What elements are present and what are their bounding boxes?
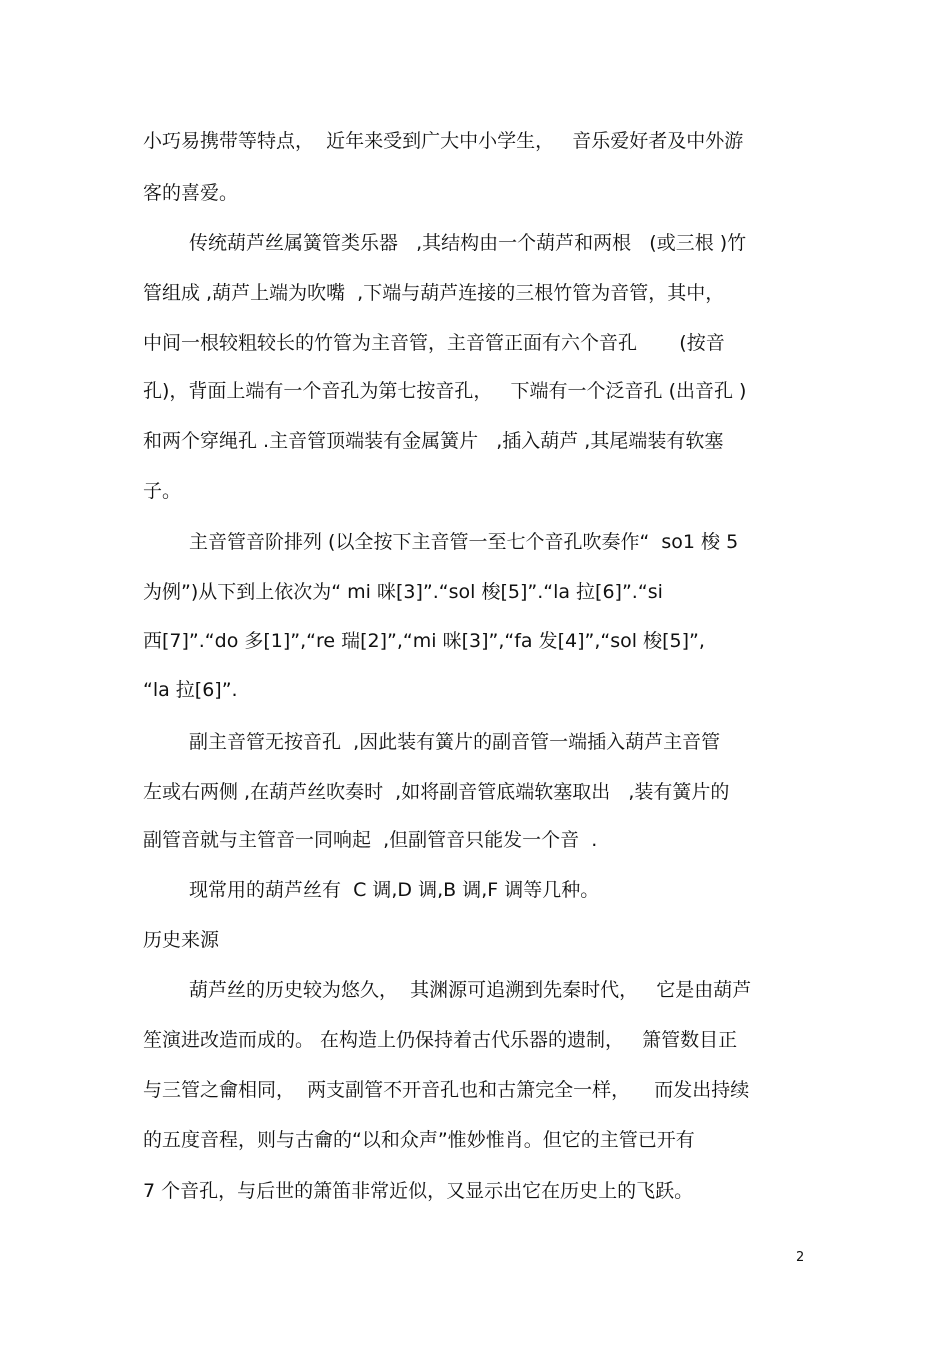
text-line: 的五度音程，则与古龠的“以和众声”惟妙惟肖。但它的主管已开有 (143, 1129, 695, 1151)
text-line: 副主音管无按音孔 ,因此装有簧片的副音管一端插入葫芦主音管 (189, 731, 721, 753)
text-line: 子。 (143, 480, 182, 502)
text-line: 小巧易携带等特点， 近年来受到广大中小学生， 音乐爱好者及中外游 (143, 130, 744, 152)
text-line: 中间一根较粗较长的竹管为主音管，主音管正面有六个音孔 (按音 (143, 332, 725, 354)
text-line: 和两个穿绳孔 .主音管顶端装有金属簧片 ,插入葫芦 ,其尾端装有软塞 (143, 430, 724, 452)
text-line: 笙演进改造而成的。 在构造上仍保持着古代乐器的遗制， 箫管数目正 (143, 1029, 738, 1051)
text-line: 葫芦丝的历史较为悠久， 其渊源可追溯到先秦时代， 它是由葫芦 (189, 979, 752, 1001)
text-line: 与三管之龠相同， 两支副管不开音孔也和古箫完全一样， 而发出持续 (143, 1079, 750, 1101)
text-line: 管组成 ,葫芦上端为吹嘴 ,下端与葫芦连接的三根竹管为音管，其中， (143, 282, 725, 304)
text-line: 主音管音阶排列 (以全按下主音管一至七个音孔吹奏作“ so1 梭 5 (189, 531, 739, 553)
text-line: “la 拉[6]”. (143, 679, 238, 701)
section-heading: 历史来源 (143, 929, 220, 951)
text-line: 传统葫芦丝属簧管类乐器 ,其结构由一个葫芦和两根 (或三根 )竹 (189, 232, 747, 254)
text-line: 副管音就与主管音一同响起 ,但副管音只能发一个音 . (143, 829, 598, 851)
page-number: 2 (796, 1250, 805, 1265)
text-line: 西[7]”.“do 多[1]”,“re 瑞[2]”,“mi 咪[3]”,“fa 发[4]”,“sol 梭[5]”, (143, 630, 705, 652)
text-line: 为例”)从下到上依次为“ mi 咪[3]”.“sol 梭[5]”.“la 拉[6]”.“si (143, 581, 663, 603)
text-line: 客的喜爱。 (143, 182, 239, 204)
text-line: 7 个音孔，与后世的箫笛非常近似，又显示出它在历史上的飞跃。 (143, 1180, 694, 1202)
text-line: 孔)，背面上端有一个音孔为第七按音孔， 下端有一个泛音孔 (出音孔 ) (143, 380, 747, 402)
text-line: 左或右两侧 ,在葫芦丝吹奏时 ,如将副音管底端软塞取出 ,装有簧片的 (143, 781, 730, 803)
text-line: 现常用的葫芦丝有 C 调,D 调,B 调,F 调等几种。 (189, 879, 600, 901)
